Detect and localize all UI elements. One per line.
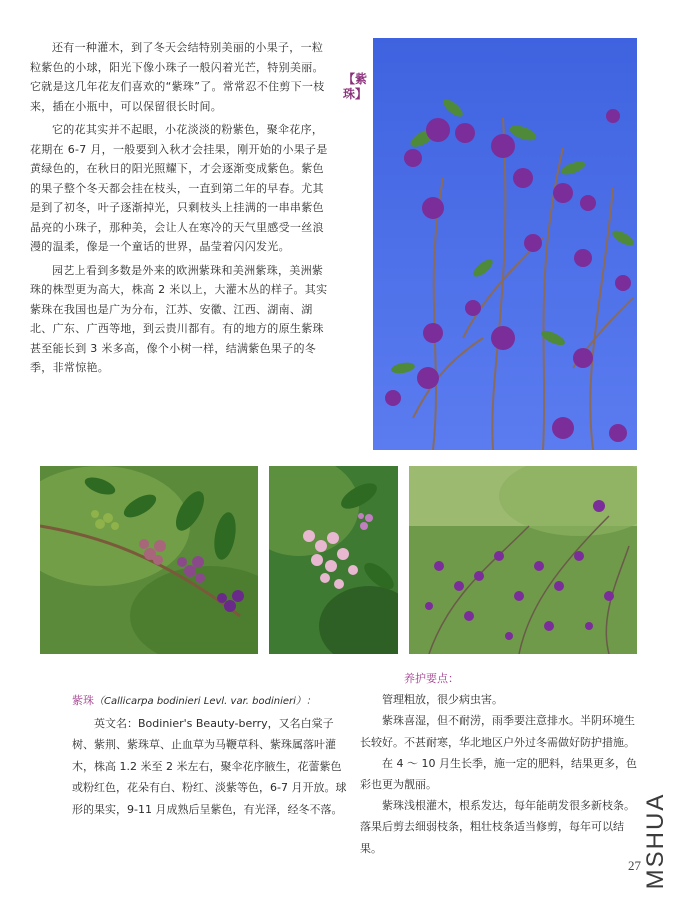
intro-text: [30, 38, 330, 382]
care-paragraph-2: 紫珠喜湿，但不耐涝，雨季要注意排水。半阴环境生长较好。不甚耐寒，华北地区户外过冬需做好防护措施。: [360, 714, 635, 749]
intro-paragraph-3: 园艺上看到多数是外来的欧洲紫珠和美洲紫珠，美洲紫珠的株型更为高大，株高 2 米以上，大灌木丛的样子。其实紫珠在我国也是广为分布，江苏、安徽、江西、湖南、湖北、广东、广西等地，到云贵川都有。有的地方的原生紫珠甚至能长到 3 米多高，像个小树一样，结满紫色果子的冬季，非常惊艳。: [30, 263, 328, 374]
brand-text: MSHUA: [642, 792, 669, 890]
photo-garden-shrub: [409, 466, 637, 654]
species-body: 英文名：Bodinier's Beauty-berry，又名白棠子树、紫荆、紫珠草、止血草为马鞭草科、紫珠属落叶灌木，株高 1.2 米至 2 米左右，聚伞花序腋生，花蕾紫色或粉红色，花朵有白、粉红、淡紫等色，6-7 月开放。球形的果实，9-11 月成熟后呈紫色，有光泽，经冬不落。: [72, 716, 347, 816]
photo-pink-flowers: [269, 466, 398, 654]
section-title: 【紫珠】: [343, 72, 368, 101]
care-section: [360, 668, 638, 859]
care-paragraph-3: 在 4 ～ 10 月生长季，施一定的肥料，结果更多，色彩也更为靓丽。: [360, 756, 637, 792]
care-paragraph-4: 紫珠浅根灌木，根系发达，每年能萌发很多新枝条。落果后剪去细弱枝条，粗壮枝条适当修剪，每年可以结果。: [360, 799, 635, 855]
species-description: [72, 690, 350, 820]
main-photo-purple-berries: [373, 38, 637, 450]
photo-berry-clusters: [40, 466, 258, 654]
intro-paragraph-2: 它的花其实并不起眼，小花淡淡的粉紫色，聚伞花序，花期在 6-7 月，一般要到入秋才会挂果，刚开始的小果子是黄绿色的，在秋日的阳光照耀下，才会逐渐变成紫色。紫色的果子整个冬天都会挂在枝头，一直到第二年的早春。尤其是到了初冬，叶子逐渐掉光，只剩枝头上挂满的一串串紫色晶亮的小珠子，那种美，会让人在寒冷的天气里感受一丝浪漫的温柔，像是一个童话的世界，晶莹着闪闪发光。: [30, 123, 328, 253]
intro-paragraph-1: 还有一种灌木，到了冬天会结特别美丽的小果子，一粒粒紫色的小球，阳光下像小珠子一般闪着光芒，特别美丽。它就是这几年花友们喜欢的“紫珠”了。常常忍不住剪下一枝来，插在小瓶中，可以保留很长时间。: [30, 41, 325, 113]
species-latin-name: （Callicarpa bodinieri Levl. var. bodinieri）：: [94, 696, 316, 707]
brand-logo: [640, 792, 672, 890]
species-heading: [72, 690, 350, 713]
care-paragraph-1: 管理粗放，很少病虫害。: [382, 693, 503, 707]
care-title: 养护要点：: [404, 672, 459, 685]
species-name: 紫珠: [72, 694, 94, 707]
page-number: 27: [628, 858, 641, 873]
